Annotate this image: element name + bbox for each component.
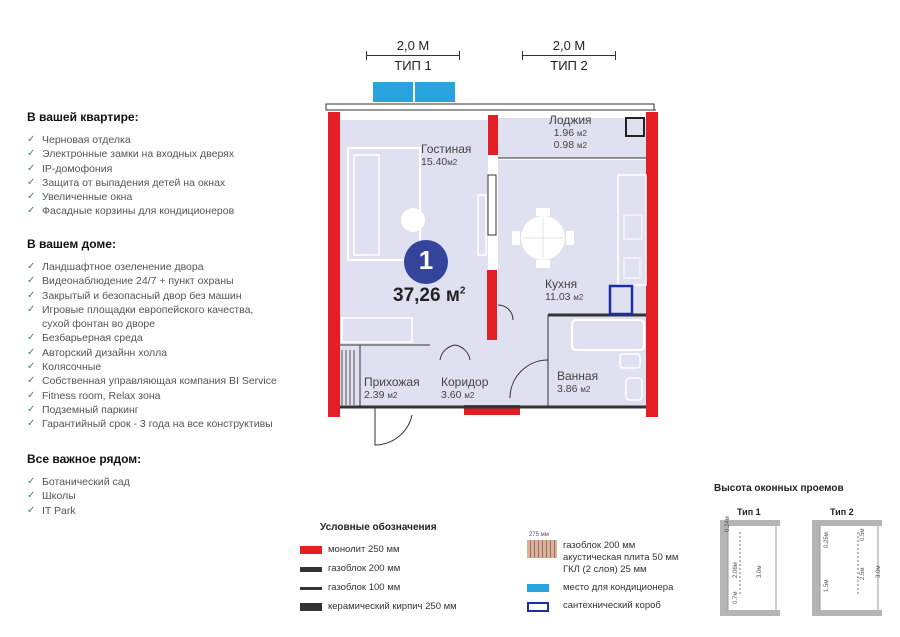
window1-total-dim: 3.0м: [757, 565, 763, 578]
hall-area: 2.39 м2: [364, 389, 398, 401]
kitchen-label: [545, 277, 583, 303]
window1-bottom-dim: 0.7м: [733, 591, 739, 604]
hall-name: Прихожая: [364, 375, 420, 389]
legend-right: [527, 532, 707, 614]
check-icon: ✓: [27, 418, 36, 430]
window-type1-label: Тип 1: [737, 507, 761, 517]
nearby-features: [27, 452, 317, 518]
bathroom-area: 3.86 м2: [557, 383, 591, 395]
check-icon: ✓: [27, 148, 36, 160]
check-icon: ✓: [27, 205, 36, 217]
loggia-area2: 0.98 м2: [553, 139, 587, 151]
legend-left: монолит 250 мм газоблок 200 мм газоблок 100 мм керамический кирпич 250 мм: [300, 544, 500, 624]
composite-swatch: [527, 540, 557, 558]
feature-item: сухой фонтан во дворе: [42, 318, 156, 331]
window2-mid-dim: 2.5м: [860, 567, 866, 580]
coffee-table: [401, 208, 425, 232]
windows-title: Высота оконных проемов: [714, 483, 844, 494]
bathroom-name: Ванная: [557, 369, 599, 383]
feature-item: ✓ Закрытый и безопасный двор без машин: [27, 289, 242, 302]
dimension-type2: [522, 38, 616, 73]
feature-item: ✓ Видеонаблюдение 24/7 + пункт охраны: [27, 275, 234, 288]
apartment-features: [27, 110, 317, 219]
corridor-label: [441, 375, 488, 401]
shaft-swatch: [527, 602, 549, 612]
kitchen-name: Кухня: [545, 277, 578, 291]
check-icon: ✓: [27, 191, 36, 203]
window-type2-label: Тип 2: [830, 507, 854, 517]
feature-item: ✓ Черновая отделка: [27, 134, 131, 146]
check-icon: ✓: [27, 361, 36, 373]
feature-item: ✓ Школы: [27, 490, 76, 503]
composite-line1: газоблок 200 мм: [563, 540, 636, 551]
monolith-wall-left: [328, 112, 340, 417]
check-icon: ✓: [27, 162, 36, 174]
entrance-door: [375, 407, 412, 445]
floor-plan: [320, 80, 665, 470]
window2-wall-top: [812, 520, 882, 526]
living-room-area: 15.40м2: [421, 156, 458, 168]
dimension-type: ТИП 1: [394, 58, 432, 73]
legend-title: Условные обозначения: [320, 522, 437, 533]
window2-top-dim: 0.25м: [824, 532, 830, 548]
house-features-title: В вашем доме:: [27, 237, 116, 251]
feature-item: ✓ Колясочные: [27, 361, 102, 374]
total-area: [393, 285, 465, 307]
brick-swatch: [300, 603, 322, 611]
monolith-wall-mid-stub: [488, 175, 496, 235]
check-icon: ✓: [27, 176, 36, 188]
loggia-name: Лоджия: [549, 113, 592, 127]
check-icon: ✓: [27, 490, 36, 502]
feature-item: ✓ Фасадные корзины для кондиционеров: [27, 205, 235, 218]
dimension-line: [522, 55, 616, 56]
check-icon: ✓: [27, 134, 36, 145]
house-features: [27, 237, 317, 432]
window2-wall-left: [812, 526, 820, 614]
ac-unit-1: [373, 82, 413, 102]
window1-wall-bottom: [720, 610, 780, 616]
composite-line3: ГКЛ (2 слоя) 25 мм: [563, 564, 647, 575]
dimension-line: [366, 55, 460, 56]
legend-composite-dim: 275 мм: [529, 532, 549, 538]
window1-wall-left: [720, 526, 728, 614]
monolith-wall-right: [646, 112, 658, 417]
feature-item: ✓ Fitness room, Relax зона: [27, 389, 161, 402]
check-icon: ✓: [27, 346, 36, 358]
feature-item: ✓ Игровые площадки европейского качества,: [27, 303, 254, 316]
window2-wall-bottom: [812, 610, 882, 616]
bathroom-label: [557, 369, 598, 395]
nearby-features-title: Все важное рядом:: [27, 452, 142, 466]
house-features-list: [27, 260, 317, 432]
feature-item: ✓ IP-домофония: [27, 162, 113, 175]
check-icon: ✓: [27, 332, 36, 344]
dimension-type: ТИП 2: [550, 58, 588, 73]
rooms-count: 1: [418, 245, 434, 275]
monolith-swatch: [300, 546, 322, 554]
dimension-size: 2,0 М: [396, 38, 430, 53]
window2-low-dim: 1.5м: [824, 579, 830, 592]
corridor-area: 3.60 м2: [441, 389, 475, 401]
corridor-name: Коридор: [441, 375, 489, 389]
gasblock200-swatch: [300, 567, 322, 572]
check-icon: ✓: [27, 389, 36, 401]
check-icon: ✓: [27, 303, 36, 315]
feature-item: ✓ Безбарьерная среда: [27, 332, 143, 345]
apartment-features-title: В вашей квартире:: [27, 110, 139, 124]
window2-topr-dim: 0.5м: [860, 528, 866, 541]
check-icon: ✓: [27, 403, 36, 415]
check-icon: ✓: [27, 375, 36, 387]
total-area-sup: 2: [459, 285, 466, 297]
total-area-value: 37,26 м: [393, 285, 460, 306]
check-icon: ✓: [27, 261, 36, 272]
monolith-wall-mid-top: [488, 115, 498, 155]
living-room-name: Гостиная: [421, 142, 472, 156]
check-icon: ✓: [27, 289, 36, 301]
nearby-features-list: [27, 475, 317, 518]
loggia-area1: 1.96 м2: [553, 127, 587, 139]
feature-item: ✓ Гарантийный срок - 3 года на все конструктивы: [27, 418, 273, 431]
feature-item: ✓ Увеличенные окна: [27, 191, 133, 204]
kitchen-area: 11.03 м2: [545, 291, 584, 303]
composite-line2: акустическая плита 50 мм: [563, 552, 679, 563]
ac-label: место для кондиционера: [563, 582, 674, 593]
window1-mid-dim: 2.06м: [733, 562, 739, 578]
feature-item: ✓ IT Park: [27, 504, 76, 517]
feature-item: ✓ Ботанический сад: [27, 476, 130, 488]
ac-unit-2: [415, 82, 455, 102]
dimension-type1: [366, 38, 460, 73]
check-icon: ✓: [27, 476, 36, 487]
check-icon: ✓: [27, 504, 36, 516]
living-room-label: [421, 142, 471, 168]
feature-item: ✓ Подземный паркинг: [27, 403, 139, 416]
window1-top-dim: 0.24м: [725, 516, 731, 532]
feature-item: ✓ Ландшафтное озеленение двора: [27, 261, 204, 273]
feature-item: ✓ Авторский дизайнн холла: [27, 346, 168, 359]
window2-total-dim: 3.0м: [876, 565, 882, 578]
shaft-label: сантехнический короб: [563, 600, 661, 611]
dimension-size: 2,0 М: [552, 38, 586, 53]
feature-item: ✓ Электронные замки на входных дверях: [27, 148, 235, 161]
apartment-features-list: [27, 133, 317, 219]
loggia-label: [549, 113, 592, 151]
gasblock100-swatch: [300, 587, 322, 590]
monolith-wall-mid: [487, 270, 497, 340]
feature-item: ✓ Защита от выпадения детей на окнах: [27, 176, 226, 189]
ac-swatch: [527, 584, 549, 592]
hall-label: [364, 375, 420, 401]
check-icon: ✓: [27, 275, 36, 287]
feature-item: ✓ Собственная управляющая компания BI Service: [27, 375, 277, 388]
